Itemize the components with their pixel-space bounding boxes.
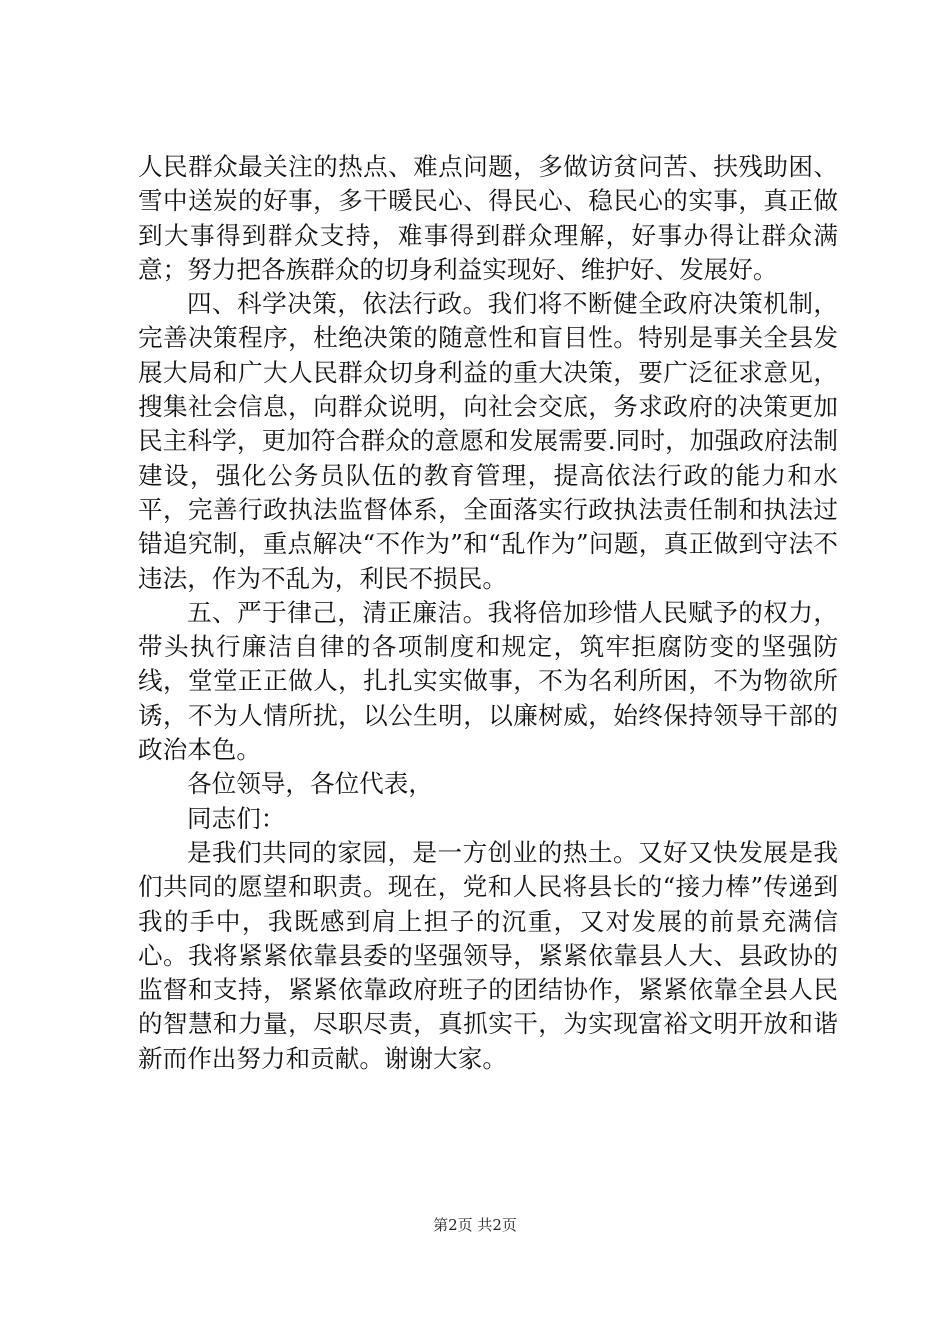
paragraph-6-closing: 是我们共同的家园，是一方创业的热土。又好又快发展是我们共同的愿望和职责。现在，党和人民将县长的“接力棒”传递到我的手中，我既感到肩上担子的沉重，又对发展的前景充满信心。我将紧紧依靠县委的坚强领导，紧紧依靠县人大、县政协的监督和支持，紧紧依靠政府班子的团结协作，紧紧依靠全县人民的智慧和力量，尽职尽责，真抓实干，为实现富裕文明开放和谐新而作出努力和贡献。谢谢大家。 <box>138 837 838 1073</box>
document-body <box>138 150 838 1076</box>
paragraph-4-salutation: 各位领导，各位代表， <box>187 769 433 799</box>
paragraph-2-section-four: 四、科学决策，依法行政。我们将不断健全政府决策机制，完善决策程序，杜绝决策的随意性和盲目性。特别是事关全县发展大局和广大人民群众切身利益的重大决策，要广泛征求意见，搜集社会信息，向群众说明，向社会交底，务求政府的决策更加民主科学，更加符合群众的意愿和发展需要.同时，加强政府法制建设，强化公务员队伍的教育管理，提高依法行政的能力和水平，完善行政执法监督体系，全面落实行政执法责任制和执法过错追究制，重点解决“不作为”和“乱作为”问题，真正做到守法不违法，作为不乱为，利民不损民。 <box>138 289 838 593</box>
paragraph-1: 人民群众最关注的热点、难点问题，多做访贫问苦、扶残助困、雪中送炭的好事，多干暖民心、得民心、稳民心的实事，真正做到大事得到群众支持，难事得到群众理解，好事办得让群众满意；努力把各族群众的切身利益实现好、维护好、发展好。 <box>138 152 838 284</box>
paragraph-3-section-five: 五、严于律己，清正廉洁。我将倍加珍惜人民赋予的权力，带头执行廉洁自律的各项制度和规定，筑牢拒腐防变的坚强防线，堂堂正正做人，扎扎实实做事，不为名利所困，不为物欲所诱，不为人情所扰，以公生明，以廉树威，始终保持领导干部的政治本色。 <box>138 597 838 765</box>
paragraph-5-salutation: 同志们： <box>187 803 286 833</box>
page-number-footer: 第2页 共2页 <box>433 1216 517 1234</box>
